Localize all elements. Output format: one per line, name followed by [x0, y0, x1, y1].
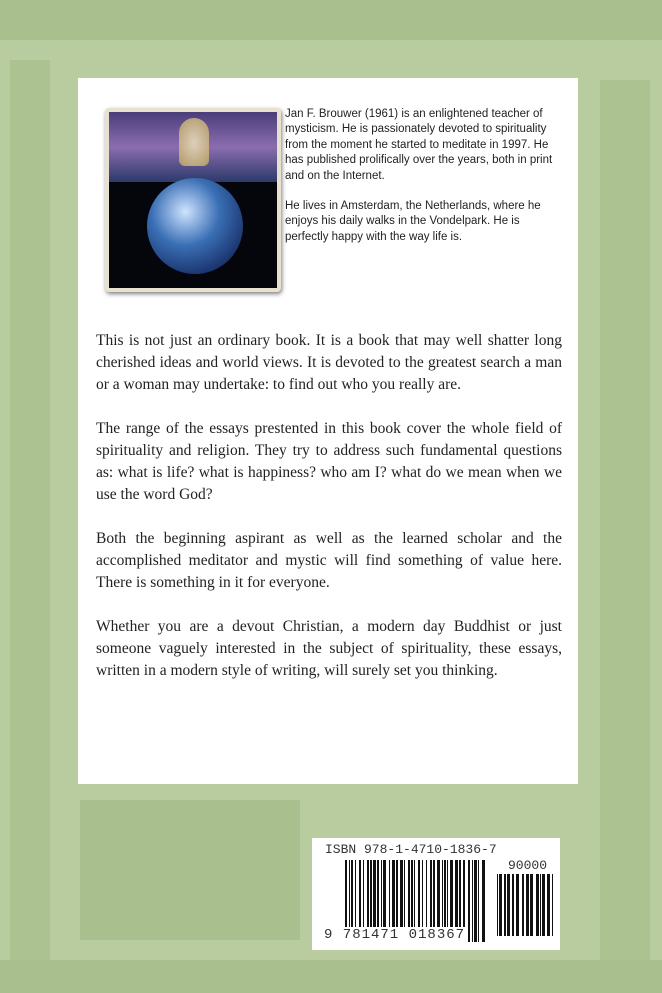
author-bio [285, 107, 565, 260]
barcode-bar [526, 874, 529, 936]
barcode-bar [530, 874, 533, 936]
barcode-bar [540, 874, 541, 936]
blurb-paragraph: Both the beginning aspirant as well as the learned scholar and the accomplished meditator and mystic will find something of value here. There is something in it for everyone. [96, 530, 562, 591]
blurb-paragraph: Whether you are a devout Christian, a modern day Buddhist or just someone vaguely interested in the subject of spirituality, these essays, written in a modern style of writing, will surely set you thinking. [96, 618, 562, 679]
barcode-bar [522, 874, 524, 936]
isbn-barcode [312, 838, 560, 950]
barcode-bar [552, 874, 553, 936]
author-cover-image [105, 108, 281, 292]
price-addon-label: 90000 [508, 858, 548, 873]
barcode-bar [468, 860, 470, 942]
barcode-bar [504, 874, 506, 936]
bio-paragraph: He lives in Amsterdam, the Netherlands, where he enjoys his daily walks in the Vondelpark. He is perfectly happy with the way life is. [285, 200, 541, 243]
barcode-bar [474, 860, 477, 942]
barcode-bar [516, 874, 519, 936]
barcode-bar [478, 860, 479, 942]
barcode-bar [542, 874, 545, 936]
barcode-bar [499, 874, 502, 936]
earth-image [147, 178, 243, 274]
barcode-bar [507, 874, 510, 936]
barcode-bar [472, 860, 473, 942]
barcode-bar [482, 860, 485, 942]
barcode-bar [512, 874, 514, 936]
barcode-bar [547, 874, 550, 936]
back-cover-panel [78, 78, 578, 784]
bio-paragraph: Jan F. Brouwer (1961) is an enlightened teacher of mysticism. He is passionately devoted to spirituality from the moment he started to meditate in 1997. He has published prolifically over the years, both in print and on the Internet. [285, 108, 553, 182]
blurb-paragraph: This is not just an ordinary book. It is a book that may well shatter long cherished ideas and world views. It is devoted to the greatest search a man or a woman may undertake: to find out who you really are. [96, 332, 562, 393]
blurb-paragraph: The range of the essays prestented in this book cover the whole field of spirituality and religion. They try to address such fundamental questions as: what is life? what is happiness? who am I? what do we mean when we use the word God? [96, 420, 562, 503]
book-blurb [96, 330, 562, 704]
barcode-bar [497, 874, 498, 936]
isbn-label: ISBN 978-1-4710-1836-7 [325, 842, 497, 857]
meditating-figure-image [179, 118, 209, 166]
ean-digits: 9 781471 018367 [324, 927, 466, 943]
barcode-bar [536, 874, 539, 936]
addon-bars [497, 874, 556, 936]
